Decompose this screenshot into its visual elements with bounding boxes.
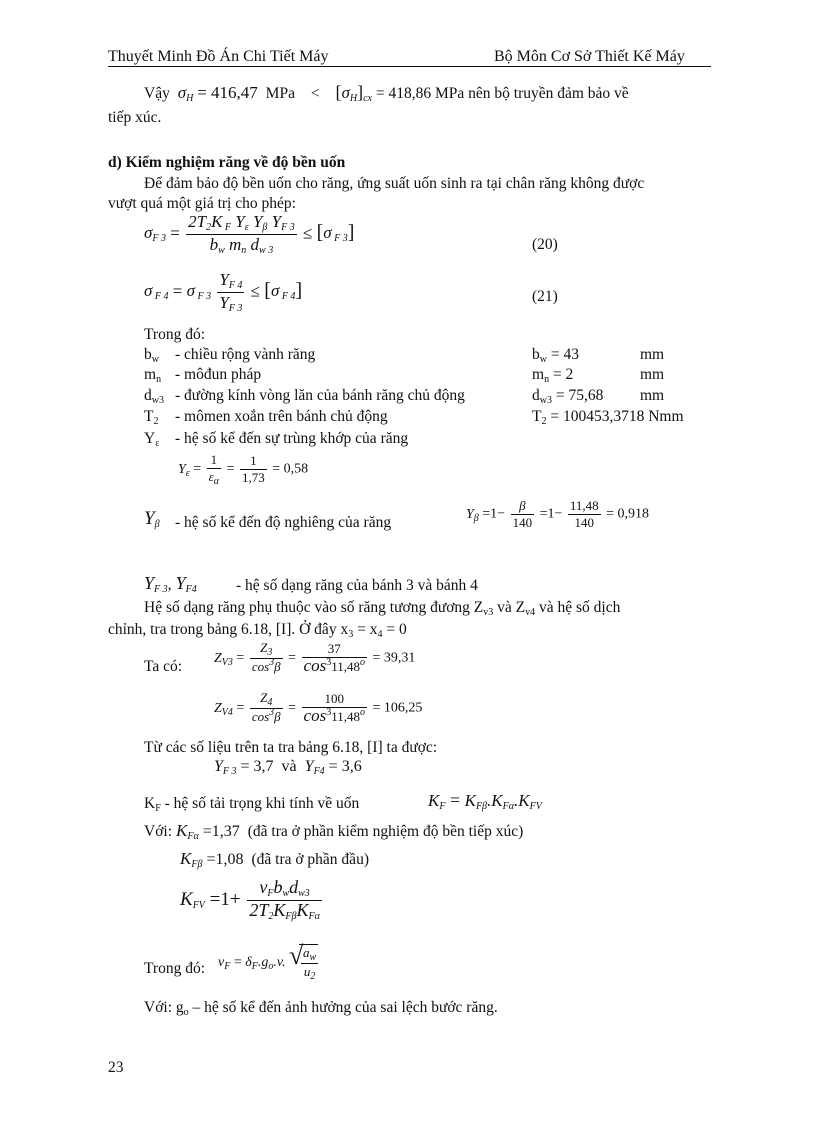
ta-co-label: Ta có: [144,658,183,675]
header-right: Bộ Môn Cơ Sở Thiết Kế Máy [494,48,685,65]
go-row: Với: go – hệ số kể đến ảnh hưởng của sai lệch bước răng. [144,999,498,1018]
trong-do-label: Trong đó: [144,326,206,343]
yf-desc: - hệ số dạng răng của bánh 3 và bánh 4 [236,577,478,594]
var-value-dw3: dw3 = 75,68 [532,387,604,406]
ybeta-formula: $Y_\beta =1-$ $\frac{\beta}{140}$ =1− $\frac{11,48}{140}$ = 0,918 [466,498,650,530]
var-value-t2: T2 = 100453,3718 Nmm [532,408,684,427]
var-row-mn: mn [144,366,162,385]
yf-para-1: Hệ số dạng răng phụ thuộc vào số răng tương đương Zv3 và Zv4 và hệ số dịch [144,599,621,618]
page-number: 23 [108,1059,124,1076]
equation-20: σF 3 = $\frac{\text{2T2K F Yε Yβ YF 3}}{\text{bw mn dw 3}}$ ≤ [σ F 3] [144,212,355,256]
var-value-mn: mn = 2 [532,366,574,385]
equation-20-number: (20) [532,236,558,253]
intro-tail: MPa nên bộ truyền đảm bảo về [434,85,629,102]
var-desc-dw3: - đường kính vòng lăn của bánh răng chủ động [175,387,465,404]
var-row-dw3: dw3 [144,387,164,406]
section-para-1: Để đảm bảo độ bền uốn cho răng, ứng suất uốn sinh ra tại chân răng không được [144,175,645,192]
var-desc-bw: - chiều rộng vành răng [175,346,316,363]
ybeta-symbol: Yβ [144,508,160,530]
var-unit-dw3: mm [640,387,665,404]
allow-value: = 418,86 [375,85,432,102]
kfa-row: Với: KFα =1,37 (đã tra ở phần kiểm nghiệm độ bền tiếp xúc) [144,821,524,842]
kfb-row: KFβ =1,08 (đã tra ở phần đầu) [180,849,369,870]
var-desc-mn: - môđun pháp [175,366,262,383]
var-row-bw: bw [144,346,159,365]
yf-symbols: YF 3, YF4 [144,573,197,595]
yf-para-2: chỉnh, tra trong bảng 6.18, [I]. Ở đây x3 = x4 = 0 [108,621,407,640]
vf-trong-do: Trong đó: [144,960,206,977]
sigma-h-value: = 416,47 [197,83,258,102]
header-rule [108,66,711,67]
var-row-yeps: Yε [144,430,160,449]
equation-21: σ F 4 = σ F 3 $\frac{YF 4}{YF 3}$ ≤ [σ F 4] [144,270,303,314]
intro-line-2: tiếp xúc. [108,109,162,126]
yeps-formula: $Y_\varepsilon$ = $\frac{1}{\varepsilon_\alpha}$ = $\frac{1}{1,73}$ = 0,58 [178,452,309,487]
var-desc-yeps: - hệ số kể đến sự trùng khớp của răng [175,430,409,447]
tra-bang-text: Từ các số liệu trên ta tra bảng 6.18, [I] ta được: [144,739,438,756]
var-value-bw: bw = 43 [532,346,579,365]
equation-21-number: (21) [532,288,558,305]
section-para-2: vượt quá một giá trị cho phép: [108,195,296,212]
kf-formula: KF = KFβ.KFα.KFV [428,790,542,812]
var-row-t2: T2 [144,408,159,427]
kf-row: KF - hệ số tải trọng khi tính về uốn [144,795,360,814]
zv3-formula: $Z_{V3}$ = $\frac{Z_3}{\cos^3\beta}$ = $\frac{37}{\cos^311,48^o}$ = 39,31 [214,640,416,675]
intro-lt: < [310,85,320,102]
var-desc-ybeta: - hệ số kể đến độ nghiêng của răng [175,514,392,531]
yf-values: YF 3 = 3,7 và YF4 = 3,6 [214,758,362,777]
intro-vay: Vậy [144,85,170,102]
var-desc-t2: - mômen xoắn trên bánh chủ động [175,408,388,425]
vf-formula: $v_F = \delta_F.g_o.v$. √ $\frac{a_w}{u_2}$ [218,944,318,982]
intro-line-1: Vậy σH = 416,47 MPa < [σH]cx = 418,86 MPa nên bộ truyền đảm bảo về [144,82,629,104]
zv4-formula: $Z_{V4}$ = $\frac{Z_4}{\cos^3\beta}$ = $\frac{100}{\cos^311,48^o}$ = 106,25 [214,690,423,725]
var-unit-mn: mm [640,366,665,383]
kfv-formula: KFV =1+ $\frac{\text{vFbwdw3}}{\text{2T2KFβKFα}}$ [180,877,320,922]
section-title: d) Kiểm nghiệm răng về độ bền uốn [108,154,346,171]
var-unit-bw: mm [640,346,665,363]
intro-mpa: MPa [265,85,295,102]
header-left: Thuyết Minh Đồ Án Chi Tiết Máy [108,48,329,65]
